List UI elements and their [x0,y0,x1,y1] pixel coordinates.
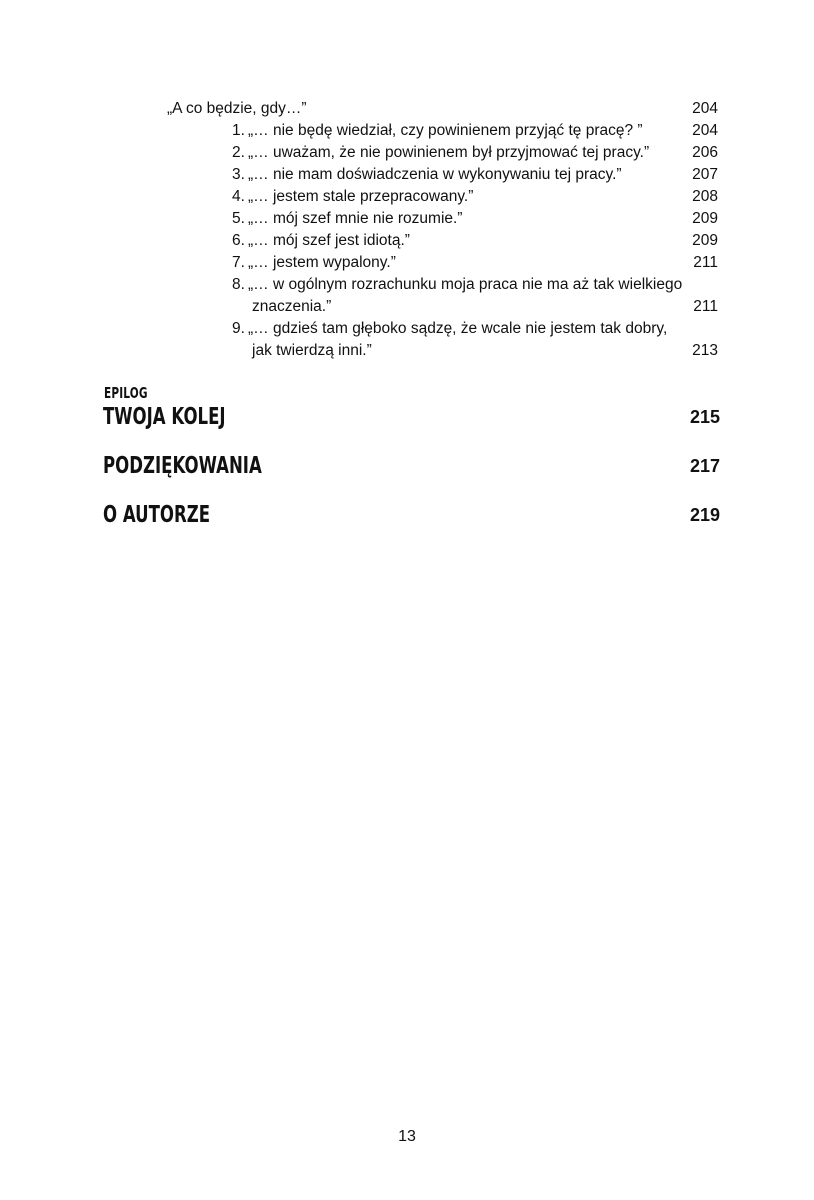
toc-entry-text-continued: znaczenia.” [252,298,332,315]
toc-entry-8 [0,274,814,296]
toc-entry-text: „… nie będę wiedział, czy powinienem przyjąć tę pracę? ” [248,122,643,139]
toc-entry-page: 209 [692,210,718,227]
toc-entry-number: 7. [232,254,245,271]
toc-entry-4 [0,186,814,208]
toc-entry-page: 204 [692,122,718,139]
toc-entry-9 [0,318,814,340]
toc-entry-text: „… jestem stale przepracowany.” [248,188,474,205]
toc-entry-number: 2. [232,144,245,161]
toc-entry-1 [0,120,814,142]
toc-entry-number: 1. [232,122,245,139]
toc-chapter-acknowledgements [0,453,814,483]
toc-subsection-list [0,98,814,362]
toc-entry-text: „… mój szef jest idiotą.” [248,232,410,249]
page-number: 13 [398,1128,416,1145]
toc-entry-6 [0,230,814,252]
toc-entry-text: „… w ogólnym rozrachunku moja praca nie ma aż tak wielkiego [248,276,683,293]
toc-entry-number: 5. [232,210,245,227]
toc-entry-9-continuation [0,340,814,362]
toc-entry-intro [0,98,814,120]
toc-entry-5 [0,208,814,230]
toc-entry-number: 4. [232,188,245,205]
toc-entry-number: 3. [232,166,245,183]
toc-entry-3 [0,164,814,186]
toc-entry-text: „… uważam, że nie powinienem był przyjmować tej pracy.” [248,144,650,161]
toc-entry-page: 206 [692,144,718,161]
chapter-label-epilog: EPILOG [104,384,148,402]
toc-chapter-about-author [0,502,814,532]
chapter-title: O AUTORZE [103,502,211,528]
toc-entry-number: 8. [232,276,245,293]
toc-entry-number: 6. [232,232,245,249]
toc-chapter-epilog [0,404,814,434]
chapter-page: 217 [689,456,720,476]
toc-entry-page: 207 [692,166,718,183]
toc-entry-text-continued: jak twierdzą inni.” [252,342,372,359]
toc-entry-page: 208 [692,188,718,205]
toc-entry-7 [0,252,814,274]
toc-entry-2 [0,142,814,164]
chapter-title: TWOJA KOLEJ [103,404,226,430]
chapter-title: PODZIĘKOWANIA [103,453,262,479]
toc-entry-page: 211 [693,254,718,271]
toc-entry-text: „… nie mam doświadczenia w wykonywaniu tej pracy.” [248,166,622,183]
toc-entry-text: „… jestem wypalony.” [248,254,396,271]
toc-entry-text: „… mój szef mnie nie rozumie.” [248,210,463,227]
toc-entry-8-continuation [0,296,814,318]
toc-entry-number: 9. [232,320,245,337]
toc-entry-page: 204 [692,100,718,117]
toc-entry-text: „… gdzieś tam głęboko sądzę, że wcale nie jestem tak dobry, [248,320,668,337]
chapter-page: 215 [689,407,720,427]
toc-entry-page: 213 [692,342,718,359]
toc-entry-text: „A co będzie, gdy…” [167,100,307,117]
toc-entry-page: 211 [693,298,718,315]
chapter-page: 219 [689,505,720,525]
toc-entry-page: 209 [692,232,718,249]
